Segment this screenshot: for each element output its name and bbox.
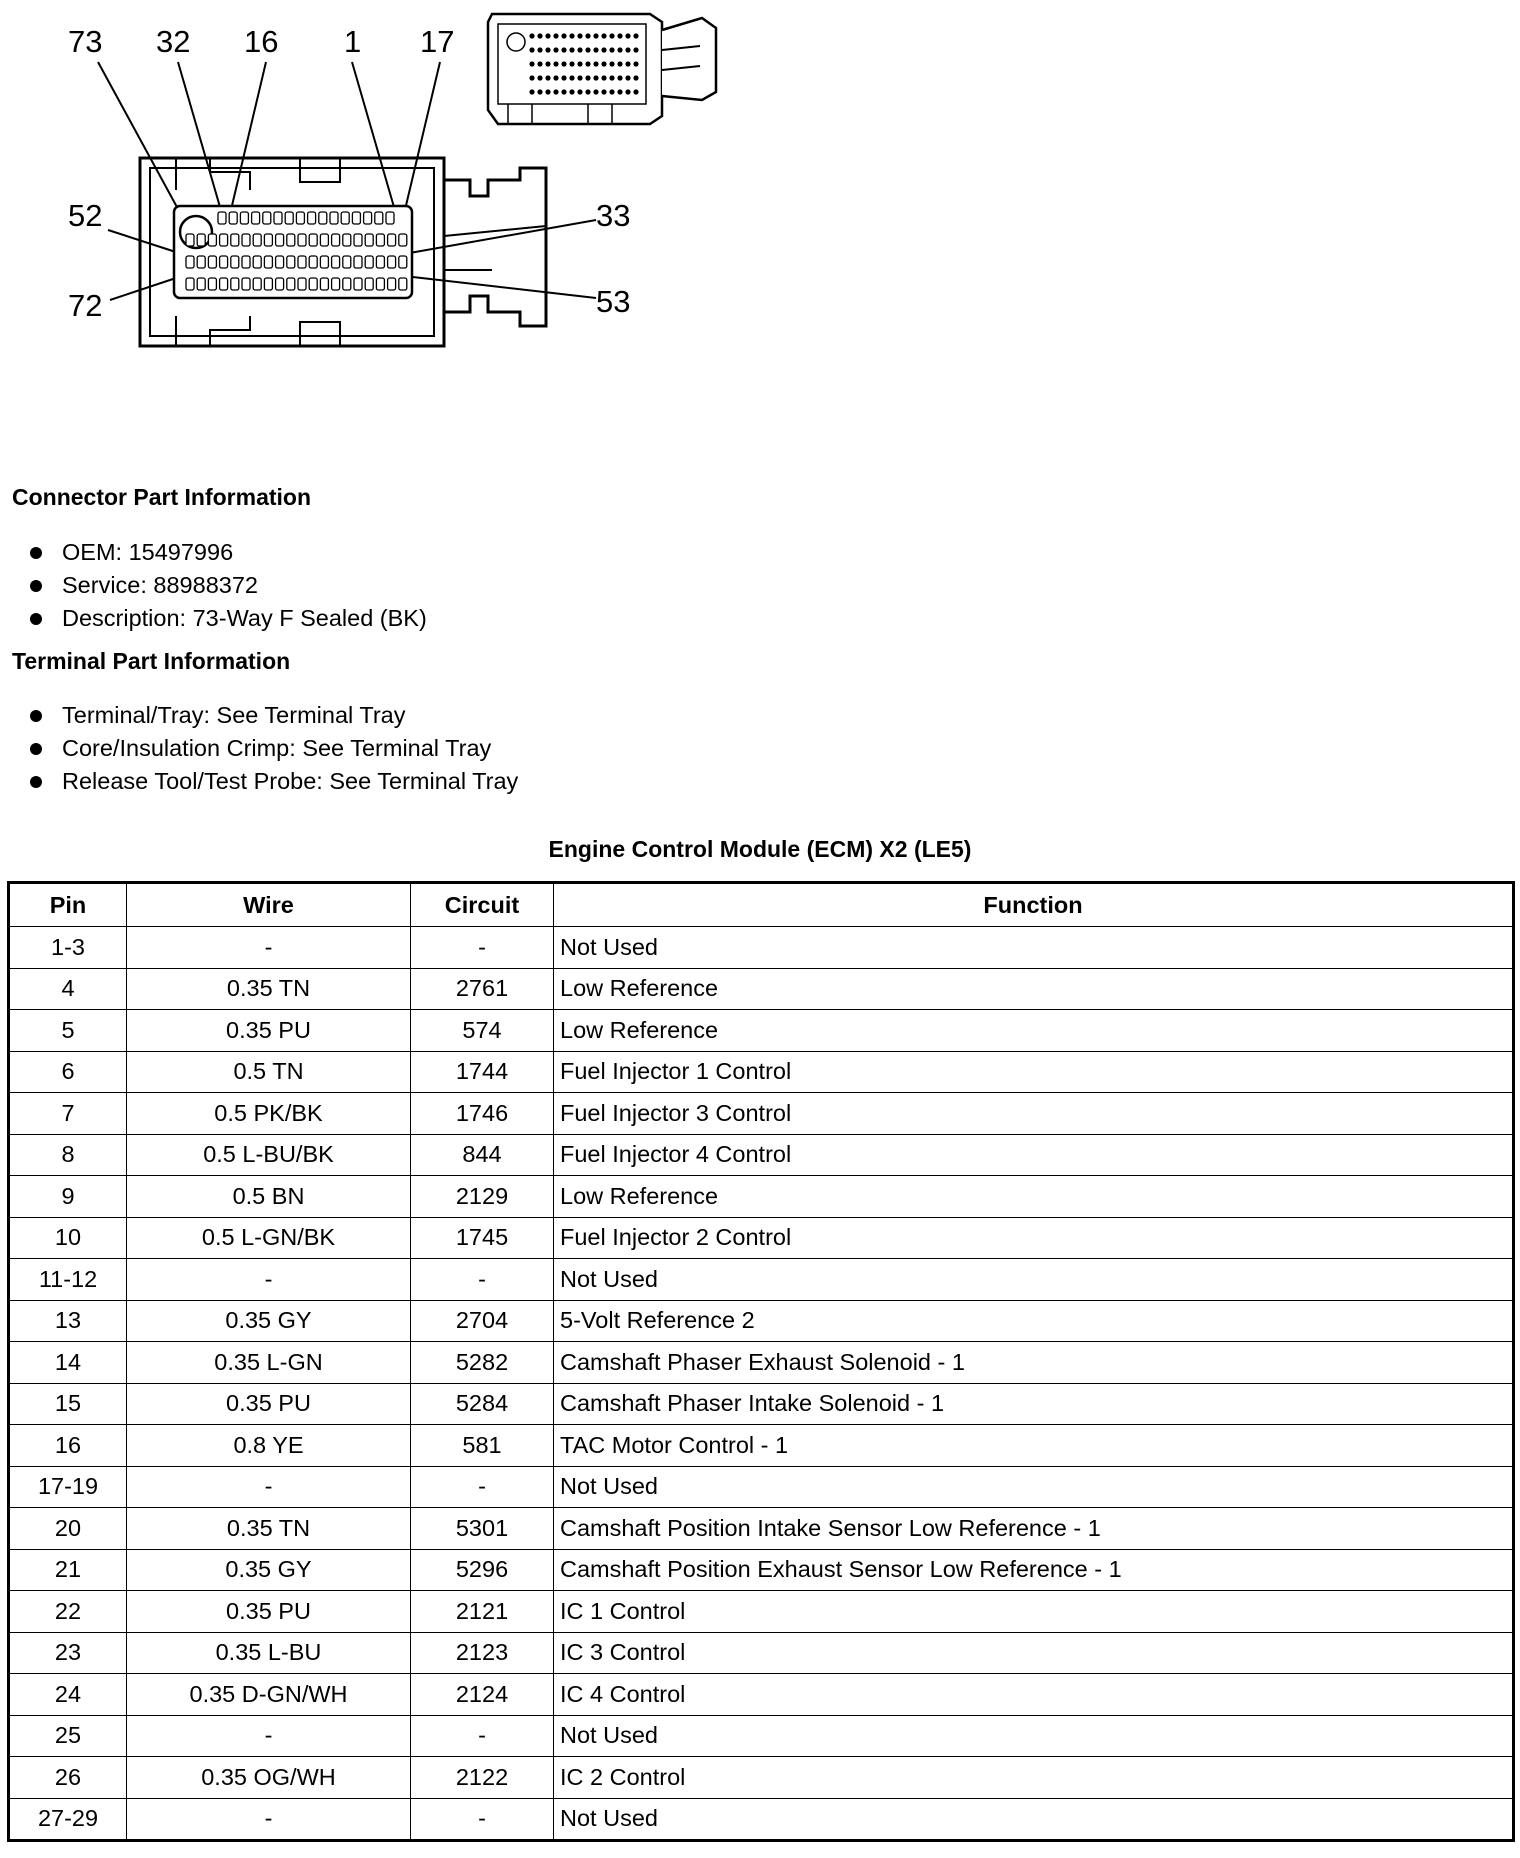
pin-cavity (220, 234, 228, 246)
mini-pin (537, 61, 542, 66)
mini-pin (577, 61, 582, 66)
pin-cavity (343, 234, 351, 246)
cell-circuit: 2704 (411, 1300, 554, 1342)
cell-function: Not Used (554, 927, 1514, 969)
cell-function: Not Used (554, 1259, 1514, 1301)
mini-pin (561, 75, 566, 80)
cell-function: IC 2 Control (554, 1757, 1514, 1799)
cell-wire: 0.5 L-BU/BK (127, 1134, 411, 1176)
cell-function: Camshaft Phaser Intake Solenoid - 1 (554, 1383, 1514, 1425)
cell-function: Fuel Injector 1 Control (554, 1051, 1514, 1093)
mini-pin (633, 47, 638, 52)
pin-cavity (263, 212, 271, 224)
callout-16: 16 (244, 24, 279, 59)
table-row (9, 1591, 1514, 1633)
callout-72: 72 (68, 288, 103, 323)
pin-cavity (296, 212, 304, 224)
cell-wire: 0.35 D-GN/WH (127, 1674, 411, 1716)
list-item-release-tool: Release Tool/Test Probe: See Terminal Tray (30, 765, 518, 798)
list-item-terminal-tray: Terminal/Tray: See Terminal Tray (30, 699, 518, 732)
cell-function: Camshaft Phaser Exhaust Solenoid - 1 (554, 1342, 1514, 1384)
table-row (9, 1217, 1514, 1259)
pin-cavity (365, 278, 373, 290)
terminal-info-list (30, 699, 518, 798)
mini-pin (545, 61, 550, 66)
mini-pin (553, 75, 558, 80)
mini-pin (569, 89, 574, 94)
mini-pin (537, 47, 542, 52)
cell-wire: 0.35 OG/WH (127, 1757, 411, 1799)
pin-cavity (208, 256, 216, 268)
mini-pin (529, 47, 534, 52)
connector-info-heading: Connector Part Information (12, 484, 312, 510)
pin-cavity (309, 256, 317, 268)
pin-cavity (197, 256, 205, 268)
cell-circuit: 2124 (411, 1674, 554, 1716)
cell-function: Not Used (554, 1466, 1514, 1508)
cell-wire: - (127, 1798, 411, 1841)
cell-wire: - (127, 1259, 411, 1301)
mini-pin (585, 89, 590, 94)
header-circuit: Circuit (411, 883, 554, 927)
pin-cavity (287, 256, 295, 268)
cell-circuit: 844 (411, 1134, 554, 1176)
cell-wire: 0.35 GY (127, 1300, 411, 1342)
cell-pin: 16 (9, 1425, 127, 1467)
pin-cavity (332, 256, 340, 268)
cell-wire: 0.35 TN (127, 968, 411, 1010)
mini-pin (577, 33, 582, 38)
mini-pin (553, 61, 558, 66)
pin-cavity (388, 234, 396, 246)
mini-pin (593, 75, 598, 80)
mini-pin (633, 61, 638, 66)
mini-pin (593, 33, 598, 38)
cell-pin: 9 (9, 1176, 127, 1218)
pin-cavity (343, 256, 351, 268)
pin-cavity (332, 234, 340, 246)
cell-function: Not Used (554, 1798, 1514, 1841)
mini-pin (625, 47, 630, 52)
cell-circuit: 2122 (411, 1757, 554, 1799)
cell-pin: 8 (9, 1134, 127, 1176)
mini-pin (617, 89, 622, 94)
table-row (9, 1051, 1514, 1093)
table-row (9, 1466, 1514, 1508)
pin-cavity (253, 256, 261, 268)
pin-cavity (354, 278, 362, 290)
table-row (9, 1176, 1514, 1218)
table-header-row (9, 883, 1514, 927)
cell-circuit: - (411, 1466, 554, 1508)
cell-wire: 0.8 YE (127, 1425, 411, 1467)
pin-cavity (231, 256, 239, 268)
pin-cavity (365, 256, 373, 268)
pin-cavity (242, 234, 250, 246)
cell-wire: - (127, 927, 411, 969)
cell-pin: 17-19 (9, 1466, 127, 1508)
mini-pin (545, 75, 550, 80)
terminal-info-heading: Terminal Part Information (12, 648, 291, 674)
header-pin: Pin (9, 883, 127, 927)
mini-pin (609, 89, 614, 94)
mini-pin (561, 47, 566, 52)
pin-cavity (264, 256, 272, 268)
mini-pin (561, 33, 566, 38)
mini-pin (537, 89, 542, 94)
pin-cavity (220, 278, 228, 290)
table-row (9, 1674, 1514, 1716)
cell-circuit: 2121 (411, 1591, 554, 1633)
connector-3d-view (488, 14, 716, 124)
pin-cavity (388, 256, 396, 268)
mini-pin (553, 47, 558, 52)
mini-pin (577, 75, 582, 80)
pin-cavity (253, 234, 261, 246)
callout-53: 53 (596, 284, 631, 319)
header-function: Function (554, 883, 1514, 927)
cell-function: Fuel Injector 3 Control (554, 1093, 1514, 1135)
list-item-description: Description: 73-Way F Sealed (BK) (30, 602, 427, 635)
cell-function: Low Reference (554, 968, 1514, 1010)
pin-cavity (341, 212, 349, 224)
cell-function: IC 4 Control (554, 1674, 1514, 1716)
pin-cavity (186, 256, 194, 268)
pin-cavity (319, 212, 327, 224)
table-row (9, 1632, 1514, 1674)
cell-function: Camshaft Position Exhaust Sensor Low Reference - 1 (554, 1549, 1514, 1591)
mini-pin (569, 61, 574, 66)
mini-pin (617, 75, 622, 80)
callout-1: 1 (344, 24, 362, 59)
cell-function: 5-Volt Reference 2 (554, 1300, 1514, 1342)
cell-circuit: 5284 (411, 1383, 554, 1425)
cell-wire: 0.35 GY (127, 1549, 411, 1591)
table-row (9, 927, 1514, 969)
cell-circuit: - (411, 927, 554, 969)
pin-cavity (218, 212, 226, 224)
pin-cavity (276, 234, 284, 246)
cell-function: Not Used (554, 1715, 1514, 1757)
mini-pin (553, 89, 558, 94)
pin-cavity (376, 234, 384, 246)
cell-circuit: 2761 (411, 968, 554, 1010)
cell-wire: 0.35 TN (127, 1508, 411, 1550)
table-row (9, 1093, 1514, 1135)
pin-cavity (264, 234, 272, 246)
mini-pin (601, 75, 606, 80)
mini-pin (529, 89, 534, 94)
pin-cavity (375, 212, 383, 224)
callout-73: 73 (68, 24, 103, 59)
pin-cavity (229, 212, 237, 224)
cell-pin: 10 (9, 1217, 127, 1259)
mini-pin (625, 75, 630, 80)
mini-pin (633, 89, 638, 94)
cell-wire: 0.35 PU (127, 1010, 411, 1052)
cell-function: Fuel Injector 2 Control (554, 1217, 1514, 1259)
cell-wire: 0.5 L-GN/BK (127, 1217, 411, 1259)
mini-pin (545, 47, 550, 52)
pin-cavity (364, 212, 372, 224)
callout-52: 52 (68, 198, 103, 233)
table-row (9, 1757, 1514, 1799)
pin-cavity (352, 212, 360, 224)
mini-pin (625, 61, 630, 66)
mini-pin (545, 89, 550, 94)
pin-cavity (309, 278, 317, 290)
table-row (9, 1300, 1514, 1342)
cell-wire: 0.35 PU (127, 1591, 411, 1633)
mini-pin (529, 33, 534, 38)
cell-pin: 4 (9, 968, 127, 1010)
cell-function: IC 3 Control (554, 1632, 1514, 1674)
table-row (9, 1425, 1514, 1467)
pin-cavity (354, 256, 362, 268)
pin-cavity (231, 234, 239, 246)
table-row (9, 1342, 1514, 1384)
cell-wire: 0.5 PK/BK (127, 1093, 411, 1135)
cell-pin: 20 (9, 1508, 127, 1550)
pin-cavity (376, 256, 384, 268)
cell-function: Low Reference (554, 1010, 1514, 1052)
pin-cavity (287, 234, 295, 246)
pin-cavity (252, 212, 260, 224)
mini-pin (593, 61, 598, 66)
mini-pin (609, 33, 614, 38)
mini-pin (633, 75, 638, 80)
mini-pin (585, 33, 590, 38)
mini-pin (537, 33, 542, 38)
callout-32: 32 (156, 24, 191, 59)
pin-cavity (343, 278, 351, 290)
callout-17: 17 (420, 24, 455, 59)
list-item-oem: OEM: 15497996 (30, 536, 427, 569)
connector-info-list (30, 536, 427, 635)
cell-pin: 7 (9, 1093, 127, 1135)
cell-wire: 0.35 L-GN (127, 1342, 411, 1384)
pin-cavity (309, 234, 317, 246)
mini-pin (553, 33, 558, 38)
cell-pin: 6 (9, 1051, 127, 1093)
cell-circuit: 2123 (411, 1632, 554, 1674)
pin-cavity (197, 278, 205, 290)
cell-pin: 15 (9, 1383, 127, 1425)
mini-pin (601, 61, 606, 66)
pin-cavity (376, 278, 384, 290)
mini-pin (625, 33, 630, 38)
cell-pin: 1-3 (9, 927, 127, 969)
mini-pin (537, 75, 542, 80)
cell-pin: 26 (9, 1757, 127, 1799)
mini-pin (585, 47, 590, 52)
pin-cavity (242, 256, 250, 268)
mini-pin (529, 75, 534, 80)
cell-circuit: 574 (411, 1010, 554, 1052)
mini-pin (529, 61, 534, 66)
cell-circuit: 1744 (411, 1051, 554, 1093)
cell-pin: 22 (9, 1591, 127, 1633)
table-body (9, 927, 1514, 1841)
pin-cavity (365, 234, 373, 246)
list-item-crimp: Core/Insulation Crimp: See Terminal Tray (30, 732, 518, 765)
connector-illustration (0, 0, 760, 400)
pin-cavity (253, 278, 261, 290)
pin-cavity (240, 212, 248, 224)
pin-cavity (276, 256, 284, 268)
pin-cavity (298, 278, 306, 290)
table-row (9, 1010, 1514, 1052)
pin-cavity (332, 278, 340, 290)
cell-pin: 5 (9, 1010, 127, 1052)
mini-pin (601, 47, 606, 52)
cell-circuit: - (411, 1259, 554, 1301)
cell-pin: 13 (9, 1300, 127, 1342)
table-row (9, 1134, 1514, 1176)
cell-circuit: - (411, 1798, 554, 1841)
mini-pin (609, 75, 614, 80)
list-item-service: Service: 88988372 (30, 569, 427, 602)
cell-wire: 0.35 PU (127, 1383, 411, 1425)
cell-function: Camshaft Position Intake Sensor Low Reference - 1 (554, 1508, 1514, 1550)
cell-wire: 0.5 TN (127, 1051, 411, 1093)
pin-cavity (399, 234, 407, 246)
pin-cavity (308, 212, 316, 224)
mini-pin (609, 47, 614, 52)
cell-circuit: 2129 (411, 1176, 554, 1218)
mini-pin (569, 47, 574, 52)
mini-pin (625, 89, 630, 94)
cell-pin: 23 (9, 1632, 127, 1674)
callout-33: 33 (596, 198, 631, 233)
pin-cavity (274, 212, 282, 224)
pin-cavity (388, 278, 396, 290)
connector-diagram (0, 0, 760, 400)
cell-pin: 11-12 (9, 1259, 127, 1301)
cell-circuit: - (411, 1715, 554, 1757)
pin-cavity (220, 256, 228, 268)
cell-wire: 0.5 BN (127, 1176, 411, 1218)
pin-cavity (287, 278, 295, 290)
mini-pin (601, 33, 606, 38)
mini-pin (577, 89, 582, 94)
table-row (9, 1715, 1514, 1757)
pin-cavity (330, 212, 338, 224)
pin-cavity (186, 278, 194, 290)
mini-pin (585, 61, 590, 66)
cell-circuit: 5296 (411, 1549, 554, 1591)
cell-pin: 24 (9, 1674, 127, 1716)
pin-cavity (320, 256, 328, 268)
pin-cavity (298, 234, 306, 246)
cell-circuit: 581 (411, 1425, 554, 1467)
cell-wire: 0.35 L-BU (127, 1632, 411, 1674)
pin-cavity (320, 234, 328, 246)
mini-pin (593, 47, 598, 52)
mini-pin (617, 33, 622, 38)
pin-cavity (186, 234, 194, 246)
mini-pin (593, 89, 598, 94)
table-title: Engine Control Module (ECM) X2 (LE5) (548, 836, 972, 862)
header-wire: Wire (127, 883, 411, 927)
pin-cavity (354, 234, 362, 246)
mini-pin (561, 89, 566, 94)
pin-cavity (386, 212, 394, 224)
table-row (9, 1508, 1514, 1550)
cell-wire: - (127, 1466, 411, 1508)
cell-function: IC 1 Control (554, 1591, 1514, 1633)
mini-pin (561, 61, 566, 66)
pin-cavity (276, 278, 284, 290)
cell-circuit: 1745 (411, 1217, 554, 1259)
mini-pin (569, 75, 574, 80)
pin-cavity (242, 278, 250, 290)
table-row (9, 1549, 1514, 1591)
table-row (9, 1798, 1514, 1841)
pin-cavity (320, 278, 328, 290)
mini-pin (577, 47, 582, 52)
table-row (9, 1259, 1514, 1301)
cell-circuit: 5301 (411, 1508, 554, 1550)
cell-function: Low Reference (554, 1176, 1514, 1218)
pin-cavity (399, 256, 407, 268)
mini-pin (617, 61, 622, 66)
mini-pin (633, 33, 638, 38)
cell-function: TAC Motor Control - 1 (554, 1425, 1514, 1467)
mini-pin (601, 89, 606, 94)
pin-cavity (231, 278, 239, 290)
pin-cavity (285, 212, 293, 224)
pin-cavity (264, 278, 272, 290)
mini-pin (609, 61, 614, 66)
pin-cavity (298, 256, 306, 268)
cell-circuit: 1746 (411, 1093, 554, 1135)
mini-pin (617, 47, 622, 52)
cell-pin: 21 (9, 1549, 127, 1591)
pin-cavity (208, 234, 216, 246)
cell-pin: 27-29 (9, 1798, 127, 1841)
table-row (9, 1383, 1514, 1425)
mini-pin (585, 75, 590, 80)
cell-pin: 14 (9, 1342, 127, 1384)
cell-circuit: 5282 (411, 1342, 554, 1384)
cell-pin: 25 (9, 1715, 127, 1757)
pin-cavity (197, 234, 205, 246)
pin-cavity (399, 278, 407, 290)
mini-pin (545, 33, 550, 38)
mini-pin (569, 33, 574, 38)
cell-function: Fuel Injector 4 Control (554, 1134, 1514, 1176)
cell-wire: - (127, 1715, 411, 1757)
pinout-table (7, 881, 1515, 1842)
table-row (9, 968, 1514, 1010)
pin-cavity (208, 278, 216, 290)
